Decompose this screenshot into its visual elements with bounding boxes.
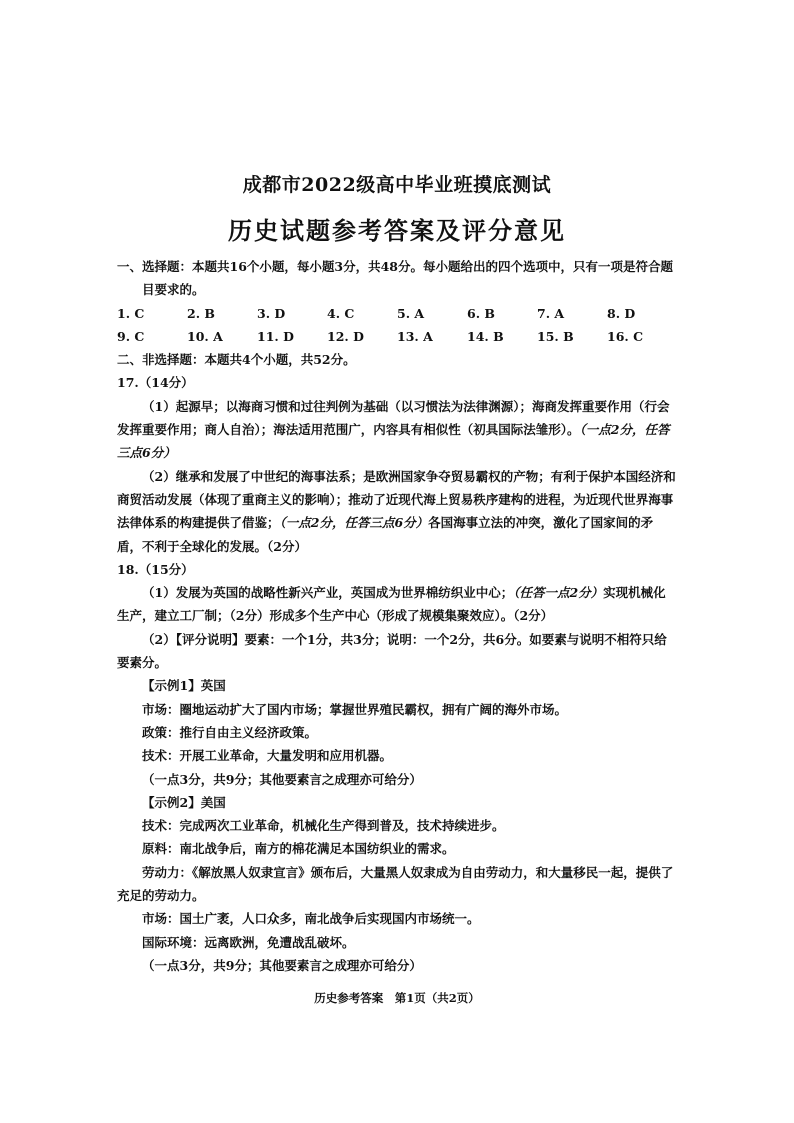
example1-line: 市场：圈地运动扩大了国内市场；掌握世界殖民霸权，拥有广阔的海外市场。 — [142, 701, 568, 717]
answer-item: 5. A — [397, 305, 425, 321]
example2-title: 【示例2】美国 — [142, 794, 226, 810]
exam-title: 成都市2022级高中毕业班摸底测试 — [242, 174, 552, 196]
q17-part2-text-end: 各国海事立法的冲突，激化了国家间的矛盾，不利于全球化的发展。（2分） — [117, 515, 654, 554]
example1-line: 技术：开展工业革命，大量发明和应用机器。 — [142, 748, 393, 764]
document-body — [117, 255, 677, 977]
example1-line: 政策：推行自由主义经济政策。 — [142, 724, 318, 740]
example2-labor: 劳动力：《解放黑人奴隶宣言》颁布后，大量黑人奴隶成为自由劳动力，和大量移民一起，提供了充足的劳动力。 — [117, 864, 674, 904]
q17-part1 — [117, 395, 677, 465]
example2-line: 原料：南北战争后，南方的棉花满足本国纺织业的需求。 — [142, 841, 455, 857]
q17-part2-note: （一点2分，任答三点6分） — [279, 515, 429, 531]
answer-item: 6. B — [467, 305, 495, 321]
answer-item: 4. C — [327, 305, 355, 321]
answer-key-title: 历史试题参考答案及评分意见 — [228, 216, 566, 245]
answer-item: 16. C — [607, 328, 644, 344]
example2-note: （一点3分，共9分；其他要素言之成理亦可给分） — [142, 957, 422, 973]
q17-part2 — [117, 465, 677, 558]
example1-note: （一点3分，共9分；其他要素言之成理亦可给分） — [142, 771, 422, 787]
q18-label: 18.（15分） — [117, 561, 194, 577]
q18-part2: （2）【评分说明】要素：一个1分，共3分；说明：一个2分，共6分。如要素与说明不相符只给要素分。 — [117, 631, 667, 671]
answer-item: 1. C — [117, 305, 145, 321]
section2-heading: 二、非选择题：本题共4个小题，共52分。 — [117, 352, 356, 368]
answer-item: 12. D — [327, 328, 364, 344]
answer-item: 8. D — [607, 305, 636, 321]
answer-item: 14. B — [467, 328, 504, 344]
example2-line: 国际环境：远离欧洲，免遭战乱破坏。 — [142, 934, 355, 950]
answer-item: 3. D — [257, 305, 286, 321]
q17-part1-text: （1）起源早；以海商习惯和过往判例为基础（以习惯法为法律渊源）；海商发挥重要作用（行会发挥重要作用；商人自治）；海法适用范围广，内容具有相似性（初具国际法雏形）。 — [117, 398, 670, 438]
answer-item: 9. C — [117, 328, 145, 344]
q17-part2-text: （2）继承和发展了中世纪的海事法系；是欧洲国家争夺贸易霸权的产物；有利于保护本国经济和商贸活动发展（体现了重商主义的影响）；推动了近现代海上贸易秩序建构的进程，为近现代世界海事法律体系的构建提供了借鉴； — [117, 468, 676, 531]
answer-item: 15. B — [537, 328, 574, 344]
answer-item: 10. A — [187, 328, 223, 344]
q17-label: 17.（14分） — [117, 375, 194, 391]
q17-part1-note: （一点2分，任答三点6分） — [117, 422, 670, 461]
answer-row-2 — [117, 325, 677, 348]
example2-line: 市场：国土广袤，人口众多，南北战争后实现国内市场统一。 — [142, 911, 480, 927]
example1-title: 【示例1】英国 — [142, 678, 226, 694]
q18-part1 — [117, 581, 677, 628]
q18-part1-text-end: 实现机械化生产，建立工厂制；（2分）形成多个生产中心（形成了规模集聚效应）。（2分） — [117, 585, 666, 624]
answer-row-1 — [117, 302, 677, 325]
q18-part1-note: （任答一点2分） — [513, 585, 604, 601]
answer-item: 2. B — [187, 305, 215, 321]
answer-item: 13. A — [397, 328, 433, 344]
answer-item: 11. D — [257, 328, 294, 344]
section1-heading: 一、选择题：本题共16个小题，每小题3分，共48分。每小题给出的四个选项中，只有一项是符合题目要求的。 — [117, 259, 673, 298]
answer-item: 7. A — [537, 305, 565, 321]
example2-line: 技术：完成两次工业革命，机械化生产得到普及，技术持续进步。 — [142, 818, 505, 834]
page-footer: 历史参考答案 第1页（共2页） — [314, 991, 480, 1005]
q18-part1-text: （1）发展为英国的战略性新兴产业，英国成为世界棉纺织业中心； — [142, 585, 514, 601]
